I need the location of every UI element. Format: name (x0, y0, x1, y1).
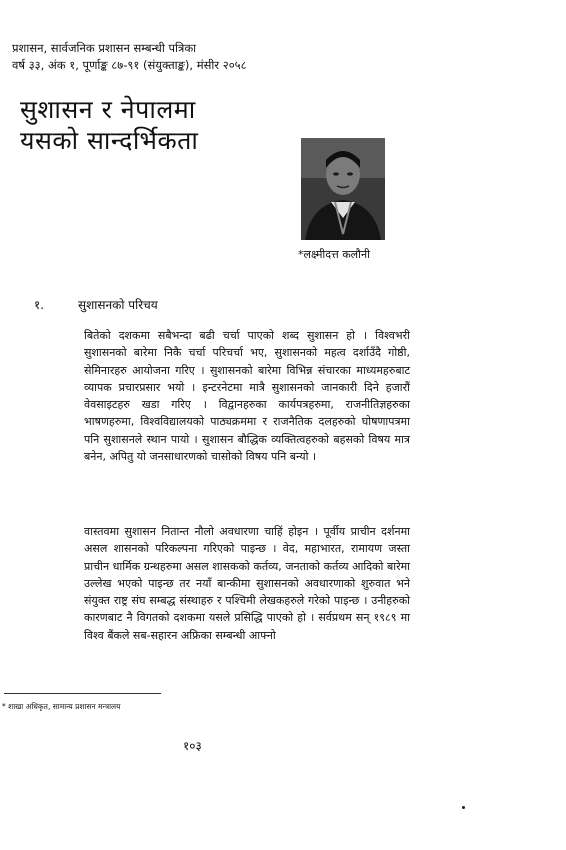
article-title (20, 94, 198, 156)
paragraph-2: वास्तवमा सुशासन नितान्त नौलो अवधारणा चाहिं होइन । पूर्वीय प्राचीन दर्शनमा असल शासनको परिकल्पना गरिएको पाइन्छ । वेद, महाभारत, रामायण जस्ता प्राचीन धार्मिक ग्रन्थहरुमा असल शासकको कर्तव्य, जनताको कर्तव्य आदिको बारेमा उल्लेख भएको पाइन्छ तर नयाँ बान्कीमा सुशासनको अवधारणाको शुरुवात भने संयुक्त राष्ट्र संघ सम्बद्ध संस्थाहरु र पश्चिमी लेखकहरुले गरेको पाइन्छ । उनीहरुको कारणबाट नै विगतको दशकमा यसले प्रसिद्धि पाएको हो । सर्वप्रथम सन् १९८९ मा विश्व बैंकले सब-सहारन अफ्रिका सम्बन्धी आफ्नो (84, 525, 410, 642)
article-title-line-2: यसको सान्दर्भिकता (20, 126, 199, 155)
paragraph-1: बितेको दशकमा सबैभन्दा बढी चर्चा पाएको शब्द सुशासन हो । विश्वभरी सुशासनको बारेमा निकै चर्चा परिचर्चा भए, सुशासनको महत्व दर्शाउँदै गोष्ठी, सेमिनारहरु आयोजना गरिए । सुशासनको बारेमा विभिन्न संचारका माध्यमहरुबाट व्यापक प्रचारप्रसार भयो । इन्टरनेटमा मात्रै सुशासनको जानकारी दिने हजारौं वेवसाइटहरु खडा गरिए । विद्वानहरुका कार्यपत्रहरुमा, राजनीतिज्ञहरुका भाषणहरुमा, विश्वविद्यालयको पाठ्यक्रममा र राजनैतिक दलहरुको घोषणापत्रमा पनि सुशासनले स्थान पायो । सुशासन बौद्धिक व्यक्तित्वहरुको बहसको विषय मात्र बनेन, अपितु यो जनसाधारणको चासोको विषय पनि बन्यो । (84, 329, 410, 464)
journal-name: प्रशासन, सार्वजनिक प्रशासन सम्बन्धी पत्रिका (12, 41, 197, 55)
article-title-line-1: सुशासन र नेपालमा (20, 95, 196, 124)
author-portrait-image (301, 138, 385, 240)
author-photo (301, 138, 385, 240)
journal-header (12, 40, 492, 74)
issue-info: वर्ष ३३, अंक १, पूर्णाङ्क ८७-९१ (संयुक्ताङ्क), मंसीर २०५८ (12, 58, 247, 72)
footnote-divider (4, 693, 161, 694)
scan-speck (462, 806, 465, 809)
author-name: *लक्ष्मीदत्त कलौनी (298, 248, 370, 261)
section-number: १. (34, 298, 45, 312)
footnote: * शाखा अधिकृत, सामान्य प्रशासन मन्त्रालय (2, 702, 121, 711)
section-title: सुशासनको परिचय (78, 298, 158, 312)
page-number: १०३ (183, 739, 202, 753)
